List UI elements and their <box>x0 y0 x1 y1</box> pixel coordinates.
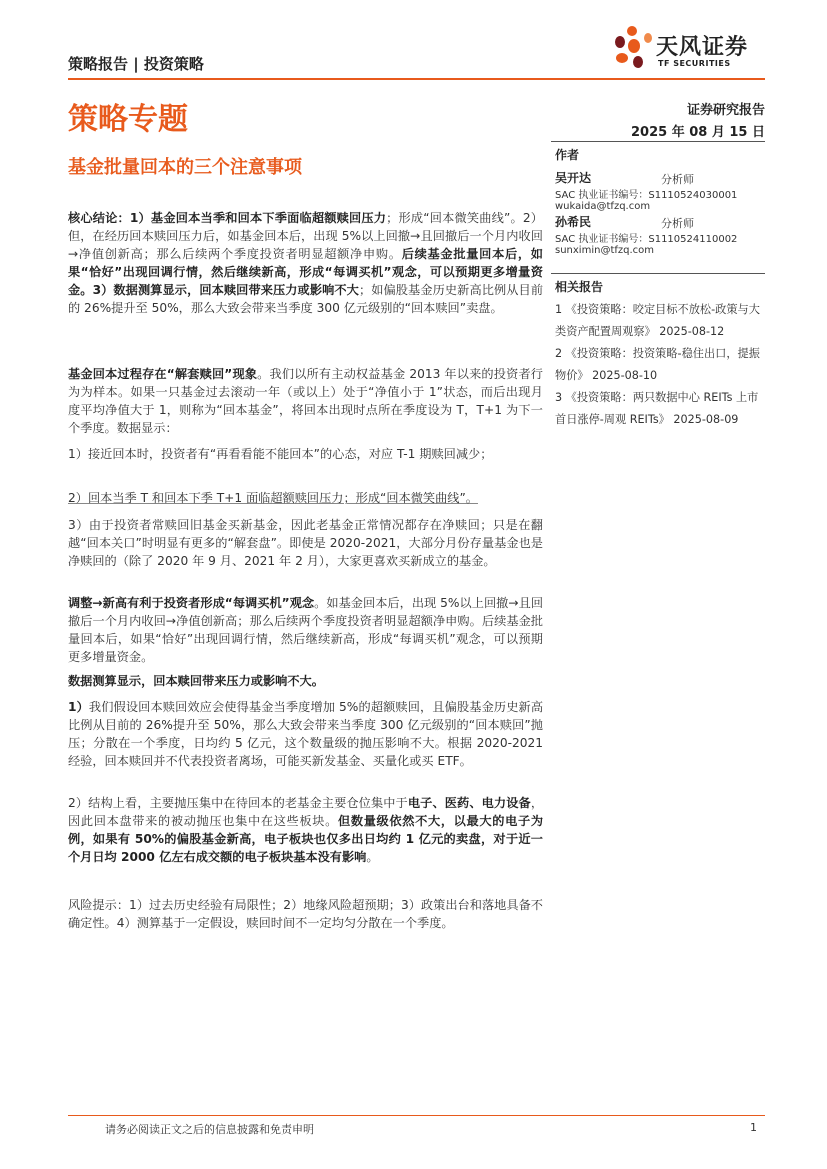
point-number: 1） <box>68 700 89 714</box>
logo-text-en: TF SECURITIES <box>658 59 731 68</box>
author-role: 分析师 <box>661 217 694 230</box>
page-number: 1 <box>750 1121 757 1134</box>
author-name: 孙希民 <box>555 215 592 229</box>
page-title: 基金批量回本的三个注意事项 <box>68 157 302 178</box>
section-2-heading: 调整→新高有利于投资者形成“每调买机”观念 <box>68 596 315 610</box>
core-conclusion <box>68 209 543 317</box>
company-logo <box>612 24 767 74</box>
author-card <box>555 213 765 256</box>
section-3-heading <box>68 672 543 690</box>
author-card <box>555 169 765 212</box>
core-point-1: 1）基金回本当季和回本下季面临超额赎回压力 <box>129 211 387 225</box>
document-type: 证券研究报告 <box>686 103 765 118</box>
section-3-point-2-conclusion: 但数量级依然不大，以最大的电子为例，如果有 50%的偏股基金新高，电子板块也仅多出日均约 1 亿元的卖盘，对于近一个月日均 2000 亿左右成交额的电子板块基本没有影响 <box>68 814 544 864</box>
related-heading: 相关报告 <box>555 280 604 294</box>
core-point-2: 后续基金批量回本后，如果“恰好”出现回调行情，然后继续新高，形成“每调买机”观念，可以预期更多增量资金。 <box>68 247 543 297</box>
section-3-point-1 <box>68 698 543 770</box>
report-category: 策略报告 | 投资策略 <box>68 55 204 73</box>
section-1-point-1: 1）接近回本时，投资者有“再看看能不能回本”的心态，对应 T-1 期赎回减少； <box>68 447 493 461</box>
related-reports-list <box>555 299 765 431</box>
related-report-link[interactable]: 3 《投资策略：两只数据中心 REITs 上市首日涨停-周观 REITs》 2025-08-09 <box>555 391 759 426</box>
section-3-point-2-end: 。 <box>366 850 379 864</box>
core-point-3: 3）数据测算显示，回本赎回带来压力或影响不大 <box>92 283 359 297</box>
related-report-link[interactable]: 1 《投资策略：咬定目标不放松-政策与大类资产配置周观察》 2025-08-12 <box>555 303 760 338</box>
logo-text-cn: 天风证券 <box>656 35 749 60</box>
core-text-3: ；如偏股基金历史新高比例从目前的 26%提升至 50%，那么大致会带来当季度 300 亿元级别的“回本赎回”卖盘。 <box>68 283 544 315</box>
footer-notice: 请务必阅读正文之后的信息披露和免责申明 <box>105 1123 314 1136</box>
authors-heading: 作者 <box>555 148 580 162</box>
footer-divider <box>68 1115 765 1116</box>
sidebar-divider <box>551 141 765 142</box>
author-email[interactable]: sunximin@tfzq.com <box>555 245 655 256</box>
section-1 <box>68 365 543 437</box>
author-email[interactable]: wukaida@tfzq.com <box>555 201 651 212</box>
report-type-title: 策略专题 <box>68 102 188 137</box>
section-1-point-2: 2）回本当季 T 和回本下季 T+1 面临超额赎回压力；形成“回本微笑曲线”。 <box>68 491 478 505</box>
author-cert: SAC 执业证书编号：S1110524030001 <box>555 190 738 201</box>
section-1-text: 。我们以所有主动权益基金 2013 年以来的投资者行为为样本。如果一只基金过去滚动一年（或以上）处于“净值小于 1”状态，而后出现月度平均净值大于 1，则称为“回本基金”，将回本出现时点所在季度设为 T，T+1 为下一个季度。数据显示： <box>68 367 543 435</box>
author-role: 分析师 <box>661 173 694 186</box>
related-report-link[interactable]: 2 《投资策略：投资策略-稳住出口，提振物价》 2025-08-10 <box>555 347 760 382</box>
author-cert: SAC 执业证书编号：S1110524110002 <box>555 234 738 245</box>
core-label: 核心结论： <box>68 211 130 225</box>
section-3-point-2-sectors: 电子、医药、电力设备 <box>407 796 531 810</box>
document-date: 2025 年 08 月 15 日 <box>631 125 765 140</box>
section-2 <box>68 594 543 666</box>
section-1-point-3: 3）由于投资者常赎回旧基金买新基金，因此老基金正常情况都存在净赎回；只是在翻越“回本关口”时明显有更多的“解套盘”。即使是 2020-2021，大部分月份存量基金也是净赎回的（除了 2020 年 9 月、2021 年 2 月），大家更喜欢买新成立的基金。 <box>68 518 543 568</box>
section-1-heading: 基金回本过程存在“解套赎回”现象 <box>68 367 258 381</box>
section-3-point-1-text: 我们假设回本赎回效应会使得基金当季度增加 5%的超额赎回，且偏股基金历史新高比例从目前的 26%提升至 50%，那么大致会带来当季度 300 亿元级别的“回本赎回”抛压；分散在一个季度，日均约 5 亿元，这个数量级的抛压影响不大。根据 2020-2021 经验，回本赎回并不代表投资者离场，可能买新发基金、买量化或买 ETF。 <box>68 700 544 768</box>
logo-mark-icon <box>612 24 656 74</box>
header-divider <box>68 78 765 80</box>
risk-warning: 风险提示：1）过去历史经验有局限性；2）地缘风险超预期；3）政策出台和落地具备不确定性。4）测算基于一定假设，赎回时间不一定均匀分散在一个季度。 <box>68 898 543 930</box>
core-text-1: ；形成“回本微笑曲线”。2）但，在经历回本赎回压力后，如基金回本后，出现 5%以上回撤→且回撤后一个月内收回→净值创新高；那么后续两个季度投资者明显超额净申购。 <box>68 211 543 261</box>
section-2-text: 。如基金回本后，出现 5%以上回撤→且回撤后一个月内收回→净值创新高；那么后续两个季度投资者明显超额净申购。后续基金批量回本后，如果“恰好”出现回调行情，然后继续新高，形成“每调买机”观念，可以预期更多增量资金。 <box>68 596 544 664</box>
section-3-point-2 <box>68 794 543 866</box>
section-3-heading-text: 数据测算显示，回本赎回带来压力或影响不大。 <box>68 674 324 688</box>
author-name: 吴开达 <box>555 171 592 185</box>
section-3-point-2-text-c: ，因此回本盘带来的被动抛压也集中在这些板块。 <box>68 796 544 828</box>
related-divider <box>551 273 765 274</box>
section-3-point-2-text-a: 2）结构上看，主要抛压集中在待回本的老基金主要仓位集中于 <box>68 796 408 810</box>
